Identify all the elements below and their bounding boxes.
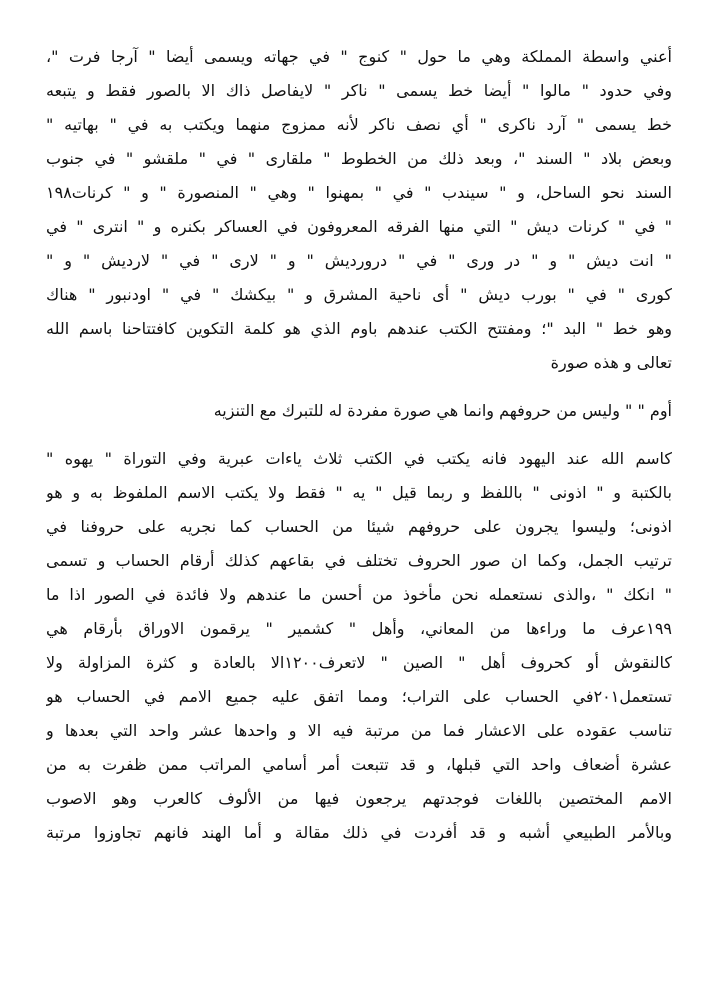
text-line: أعني واسطة المملكة وهي ما حول " كنوج " في جهاته ويسمى أيضا " آرجا فرت "، xyxy=(46,47,672,66)
text-line: " في " كرنات ديش " التي منها الفرقه المعروفون في العساكر بكنره و " انترى " في xyxy=(46,217,672,236)
text-line: الامم المختصين باللغات فوجدتهم يرجعون فيها من الألوف كالعرب وهو الاصوب xyxy=(46,789,672,808)
text-line: " انت ديش " و " در ورى " في " دروردیش " و " لارى " في " لارديش " و " xyxy=(46,251,672,270)
paragraph-2 xyxy=(46,394,672,428)
text-line: اذونى؛ وليسوا يجرون على حروفهم شيئا من الحساب كما نجريه على حروفنا في xyxy=(46,517,672,536)
text-line: وبعض بلاد " السند "، وبعد ذلك من الخطوط " ملقارى " في " ملقشو " في جنوب xyxy=(46,149,672,168)
text-line: تستعمل٢٠١في الحساب على التراب؛ ومما اتفق عليه جميع الامم في الحساب هو xyxy=(46,687,672,706)
text-line: السند نحو الساحل، و " سيندب " في " بمهنوا " وهي " المنصورة " و " كرنات١٩٨ xyxy=(46,183,672,202)
text-line: وهو خط " البد "؛ ومفتتح الكتب عندهم باوم الذي هو كلمة التكوين كافتتاحنا باسم الله xyxy=(46,319,672,338)
text-line: تعالى و هذه صورة xyxy=(550,353,672,372)
text-line: كالنقوش أو كحروف أهل " الصين " لاتعرف١٢٠٠الا بالعادة و كثرة المزاولة ولا xyxy=(46,653,672,672)
paragraph-3 xyxy=(46,442,672,850)
text-line: عشرة أضعاف واحد التي قبلها، و قد تتبعت أمر أسامي المراتب ممن ظفرت به من xyxy=(46,755,672,774)
text-line: كاسم الله عند اليهود فانه يكتب في الكتب ثلاث ياءات عبرية وفي التوراة " يهوه " xyxy=(46,449,672,468)
paragraph-gap xyxy=(46,428,672,442)
text-line: ترتيب الجمل، وكما ان صور الحروف تختلف في بقاعهم كذلك أرقام الحساب و تسمى xyxy=(46,551,672,570)
text-line: وفي حدود " مالوا " أيضا خط يسمى " ناكر " لايفاصل ذاك الا بالصور فقط و يتبعه xyxy=(46,81,672,100)
text-line: أوم " " وليس من حروفهم وانما هي صورة مفردة له للتبرك مع التنزيه xyxy=(213,401,672,420)
document-page xyxy=(46,40,672,850)
text-line: بالكتبة و " اذونى " باللفظ و ربما قيل " يه " فقط ولا يكتب الاسم الملفوظ به و هو xyxy=(46,483,672,502)
text-line: وبالأمر الطبيعي أشبه و قد أفردت في ذلك مقالة و أما الهند فانهم تجاوزوا مرتبة xyxy=(46,823,672,842)
text-line: " انكك " ،والذى نستعمله نحن مأخوذ من أحسن ما عندهم ولا فائدة في الصور اذا ما xyxy=(46,585,672,604)
paragraph-gap xyxy=(46,380,672,394)
text-line: تناسب عقوده على الاعشار فما من مرتبة فيه الا و واحدها عشر واحد التي بعدها و xyxy=(46,721,672,740)
paragraph-1 xyxy=(46,40,672,380)
text-line: خط يسمى " آرد ناكرى " أي نصف ناكر لأنه ممزوج منهما ويكتب به في " بهاتيه " xyxy=(46,115,672,134)
text-line: كورى " في " بورب ديش " أى ناحية المشرق و " بيكشك " في " اودنبور " هناك xyxy=(46,285,672,304)
text-line: ١٩٩عرف ما وراءها من المعاني، وأهل " كشمير " يرقمون الاوراق بأرقام هي xyxy=(46,619,672,638)
